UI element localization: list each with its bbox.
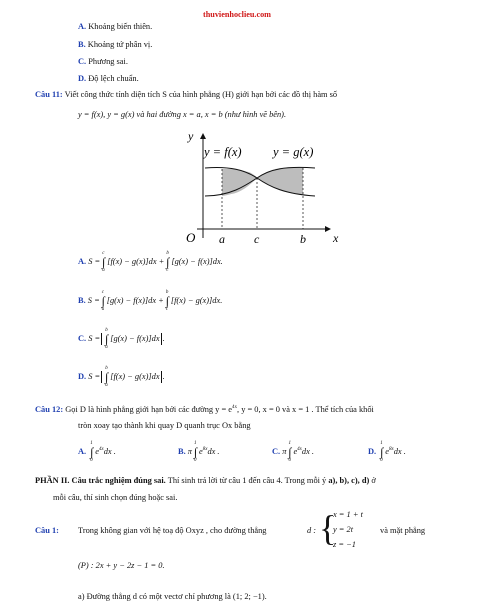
c1-sys-2: y = 2t xyxy=(333,525,354,534)
part2-line1: PHẦN II. Câu trắc nghiệm đúng sai. Thí sinh trả lời từ câu 1 đến câu 4. Trong mỗi ý a), b), c), d) ở xyxy=(35,476,376,485)
part2-line2: mỗi câu, thí sinh chọn đúng hoặc sai. xyxy=(53,493,178,502)
c1-brace: { xyxy=(319,508,337,548)
q11-line1: Câu 11: Viết công thức tính diện tích S của hình phẳng (H) giới hạn bởi các đồ thị hàm số xyxy=(35,90,338,99)
c1-d-label: d : xyxy=(307,526,317,535)
q12-line2: tròn xoay tạo thành khi quay D quanh trục Ox bằng xyxy=(78,421,251,430)
a-label: a xyxy=(219,232,225,246)
prev-option-d: D. Độ lệch chuẩn. xyxy=(78,74,139,83)
q11-option-d: D. S = ∫ b a [f(x) − g(x)]dx . xyxy=(78,366,165,388)
q11-option-c: C. S = ∫ b a [g(x) − f(x)]dx . xyxy=(78,328,165,350)
g-label: y = g(x) xyxy=(273,145,314,159)
prev-option-a: A. Khoảng biến thiên. xyxy=(78,22,153,31)
y-axis-label: y xyxy=(188,129,194,143)
q12-option-a: A. ∫ 1 0 $e^{4x}dx$ . xyxy=(78,440,116,463)
prev-option-c: C. Phương sai. xyxy=(78,57,128,66)
q11-option-a: A. S = ∫ c a [f(x) − g(x)]dx + ∫ b c [g(x) − f(x)]dx. xyxy=(78,251,223,273)
q12-option-b: B. π ∫ 1 0 $e^{8x}dx$ . xyxy=(178,440,220,463)
q12-option-d: D. ∫ 1 0 $e^{8x}dx$ . xyxy=(368,440,406,463)
q11-graph xyxy=(175,126,345,248)
c1-statement-a: a) Đường thẳng d có một vectơ chỉ phương là (1; 2; −1). xyxy=(78,592,267,601)
site-header: thuvienhoclieu.com xyxy=(203,10,272,19)
q12-line1: Câu 12: Gọi D là hình phẳng giới hạn bởi các đường $y = e^{4x}$, y = 0, x = 0 và x = 1 . Thể tích của khối xyxy=(35,404,374,414)
c1-line: Câu 1: xyxy=(35,526,59,535)
c1-sys-3: z = −1 xyxy=(333,540,356,549)
c1-tail: và mặt phẳng xyxy=(380,526,426,535)
c1-sys-1: x = 1 + t xyxy=(333,510,363,519)
origin-label: O xyxy=(186,230,196,245)
x-axis-label: x xyxy=(333,231,339,245)
f-label: y = f(x) xyxy=(204,145,242,159)
q12-option-c: C. π ∫ 1 0 $e^{4x}dx$ . xyxy=(272,440,314,463)
prev-option-b: B. Khoảng tứ phân vị. xyxy=(78,40,153,49)
q11-option-b: B. S = ∫ c a [g(x) − f(x)]dx + ∫ b c [f(x) − g(x)]dx. xyxy=(78,290,223,312)
b-label: b xyxy=(300,232,306,246)
c1-text: Trong không gian với hệ toạ độ Oxyz , cho đường thẳng xyxy=(78,526,267,535)
c-label: c xyxy=(254,232,260,246)
q11-line2: y = f(x), y = g(x) và hai đường x = a, x = b (như hình vẽ bên). xyxy=(78,110,287,119)
c1-plane: (P) : 2x + y − 2z − 1 = 0. xyxy=(78,561,165,570)
